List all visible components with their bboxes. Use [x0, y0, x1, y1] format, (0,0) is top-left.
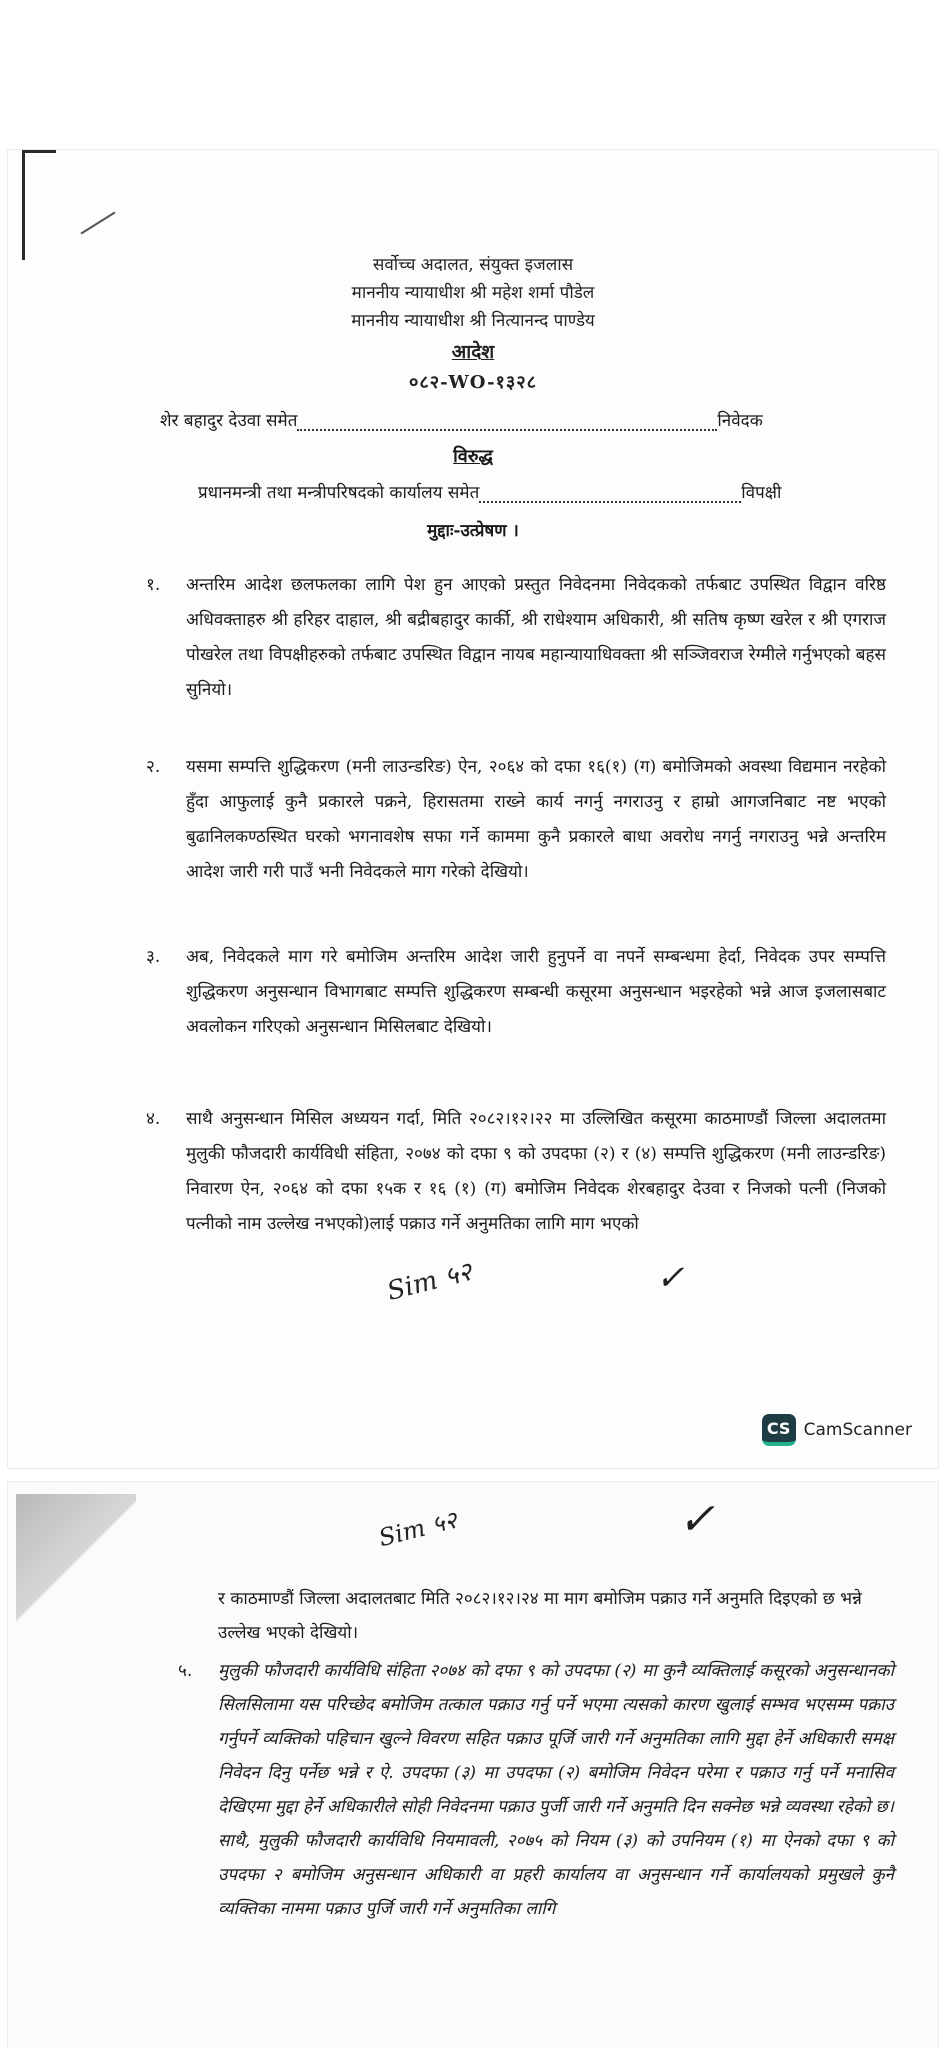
respondent-name: प्रधानमन्त्री तथा मन्त्रीपरिषदको कार्यालय समेत: [198, 483, 480, 503]
paragraph-number: २.: [146, 757, 161, 777]
paragraph-text: यसमा सम्पत्ति शुद्धिकरण (मनी लाउन्डरिङ) ऐन, २०६४ को दफा १६(१) (ग) बमोजिमको अवस्था विद्यमान नरहेको हुँदा आफुलाई कुनै प्रकारले पक्रने, हिरासतमा राख्ने कार्य नगर्नु नगराउनु र हाम्रो आगजनिबाट नष्ट भएको बुढानिलकण्ठस्थित घरको भगनावशेष सफा गर्ने काममा कुनै प्रकारले बाधा अवरोध नगर्नु नगराउनु भन्ने अन्तरिम आदेश जारी गरी पाउँ भनी निवेदकले माग गरेको देखियो।: [186, 757, 886, 882]
scanned-page-2: [8, 1482, 938, 2048]
pen-stroke: [81, 212, 116, 235]
paragraph-number: १.: [146, 575, 161, 595]
camscanner-logo-icon: CS: [762, 1414, 796, 1446]
handwritten-signature: Sim ५२: [384, 1256, 475, 1307]
paragraph-text: अन्तरिम आदेश छलफलका लागि पेश हुन आएको प्रस्तुत निवेदनमा निवेदकको तर्फबाट उपस्थित विद्वान वरिष्ठ अधिवक्ताहरु श्री हरिहर दाहाल, श्री बद्रीबहादुर कार्की, श्री राधेश्याम अधिकारी, श्री सतिष कृष्ण खरेल र श्री एगराज पोखरेल तथा विपक्षीहरुको तर्फबाट उपस्थित विद्वान नायब महान्यायाधिवक्ता श्री सञ्जिवराज रेग्मीले गर्नुभएको बहस सुनियो।: [186, 575, 886, 700]
dotted-line: [297, 429, 717, 431]
paragraph-number: ३.: [146, 947, 161, 967]
petitioner-role: निवेदक: [717, 411, 763, 431]
case-number: ०८२-WO-१३२८: [408, 372, 537, 393]
respondent-row: [198, 480, 781, 503]
paragraph-4-continuation: र काठमाण्डौं जिल्ला अदालतबाट मिति २०८२।१२।२४ मा माग बमोजिम पक्राउ गर्ने अनुमति दिइएको छ भन्ने उल्लेख भएको देखियो।: [218, 1589, 862, 1643]
paragraph-4: [146, 1102, 886, 1242]
respondent-role: विपक्षी: [741, 483, 782, 503]
petitioner-row: [160, 408, 763, 431]
versus-heading: विरुद्ध: [453, 446, 493, 467]
camscanner-watermark: [762, 1414, 912, 1446]
court-name: सर्वोच्च अदालत, संयुक्त इजलास: [372, 255, 574, 275]
handwritten-signature: Sim ५२: [375, 1505, 460, 1553]
crop-mark: [22, 150, 56, 260]
paragraph-5: [178, 1654, 894, 1926]
judge-2: माननीय न्यायाधीश श्री नित्यानन्द पाण्डेय: [351, 311, 595, 331]
judge-1: माननीय न्यायाधीश श्री महेश शर्मा पौडेल: [351, 283, 595, 303]
dotted-line: [479, 501, 741, 503]
paragraph-number: ४.: [146, 1109, 161, 1129]
paragraph-text: मुलुकी फौजदारी कार्यविधि संहिता २०७४ को दफा ९ को उपदफा (२) मा कुनै व्यक्तिलाई कसूरको अनुसन्धानको सिलसिलामा यस परिच्छेद बमोजिम तत्काल पक्राउ गर्नु पर्ने भएमा त्यसको कारण खुलाई सम्भव भएसम्म पक्राउ गर्नुपर्ने व्यक्तिको पहिचान खुल्ने विवरण सहित पक्राउ पूर्जि जारी गर्ने अनुमतिका लागि मुद्दा हेर्ने अधिकारी समक्ष निवेदन दिनु पर्नेछ भन्ने र ऐ. उपदफा (३) मा उपदफा (२) बमोजिम निवेदन परेमा र पक्राउ गर्नु पर्ने मनासिव देखिएमा मुद्दा हेर्ने अधिकारीले सोही निवेदनमा पक्राउ पुर्जी जारी गर्ने अनुमति दिन सक्नेछ भन्ने व्यवस्था रहेको छ। साथै, मुलुकी फौजदारी कार्यविधि नियमावली, २०७५ को नियम (३) को उपनियम (१) मा ऐनको दफा ९ को उपदफा २ बमोजिम अनुसन्धान अधिकारी वा प्रहरी कार्यालय वा अनुसन्धान गर्ने कार्यालयको प्रमुखले कुनै व्यक्तिका नाममा पक्राउ पुर्जि जारी गर्ने अनुमतिका लागि: [218, 1661, 894, 1919]
paragraph-1: [146, 568, 886, 708]
camscanner-label: CamScanner: [803, 1420, 912, 1440]
order-heading: आदेश: [451, 341, 495, 363]
paragraph-text: अब, निवेदकले माग गरे बमोजिम अन्तरिम आदेश जारी हुनुपर्ने वा नपर्ने सम्बन्धमा हेर्दा, निवेदक उपर सम्पत्ति शुद्धिकरण अनुसन्धान विभागबाट सम्पत्ति शुद्धिकरण सम्बन्धी कसूरमा अनुसन्धान भइरहेको भन्ने आज इजलासबाट अवलोकन गरिएको अनुसन्धान मिसिलबाट देखियो।: [186, 947, 886, 1037]
page-fold-shadow: [16, 1494, 136, 1654]
case-subject: मुद्दाः-उत्प्रेषण ।: [427, 521, 519, 541]
paragraph-text: साथै अनुसन्धान मिसिल अध्ययन गर्दा, मिति २०८२।१२।२२ मा उल्लिखित कसूरमा काठमाण्डौं जिल्ला अदालतमा मुलुकी फौजदारी कार्यविधी संहिता, २०७४ को दफा ९ को उपदफा (२) र (४) सम्पत्ति शुद्धिकरण (मनी लाउन्डरिङ) निवारण ऐन, २०६४ को दफा १५क र १६ (१) (ग) बमोजिम निवेदक शेरबहादुर देउवा र निजको पत्नी (निजको पत्नीको नाम उल्लेख नभएको)लाई पक्राउ गर्ने अनुमतिका लागि माग भएको: [186, 1109, 886, 1234]
scanned-page-1: [8, 150, 938, 1468]
petitioner-name: शेर बहादुर देउवा समेत: [160, 411, 298, 431]
paragraph-3: [146, 940, 886, 1045]
tick-mark: ✓: [678, 1494, 715, 1545]
paragraph-2: [146, 750, 886, 890]
tick-mark: ✓: [656, 1258, 685, 1298]
paragraph-number: ५.: [178, 1661, 193, 1681]
